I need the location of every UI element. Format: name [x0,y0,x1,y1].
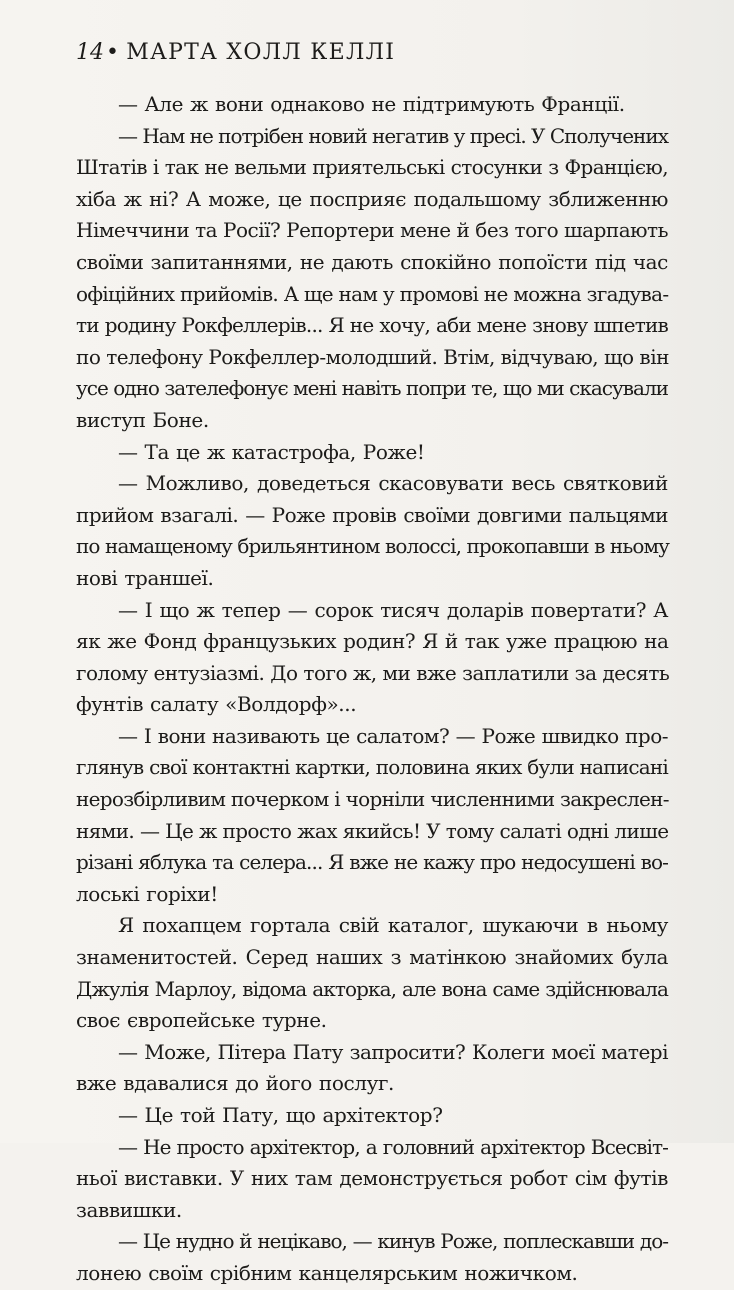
text-line: глянув свої контактні картки, половина яких були написані [76,755,668,780]
text-line: заввишки. [76,1197,182,1222]
text-line: ти родину Рокфеллерів... Я не хочу, аби мене знову шпетив [76,313,668,338]
text-line: нерозбірливим почерком і чорніли численними закреслен- [76,787,669,812]
text-line: Джулія Марлоу, відома акторка, але вона саме здійснювала [76,976,668,1001]
text-line: своє європейське турне. [76,1008,327,1033]
text-line: — Може, Пітера Пату запросити? Колеги моєї матері [118,1039,668,1064]
text-line: своїми запитаннями, не дають спокійно попоїсти під час [76,249,668,274]
text-line: різані яблука та селера... Я вже не кажу про недосушені во- [76,850,668,875]
text-line: офіційних прийомів. А ще нам у промові не можна згадува- [76,281,669,306]
text-line: вже вдавалися до його послуг. [76,1071,394,1096]
text-line: — Але ж вони однаково не підтримують Франції. [118,92,625,116]
text-line: ньої виставки. У них там демонструється робот сім футів [76,1166,668,1191]
text-line: Штатів і так не вельми приятельські стосунки з Францією, [76,155,668,180]
text-line: — І що ж тепер — сорок тисяч доларів повертати? А [118,597,668,622]
text-line: — Не просто архітектор, а головний архітектор Всесвіт- [118,1134,668,1159]
text-line: лоські горіхи! [76,881,218,906]
text-line: — Можливо, доведеться скасовувати весь святковий [118,471,668,496]
text-line: хіба ж ні? А може, це посприяє подальшому зближенню [76,186,668,211]
text-line: знаменитостей. Серед наших з матінкою знайомих була [76,945,668,970]
body-text [76,89,668,1290]
text-line: лонею своїм срібним канцелярським ножичком. [76,1260,578,1285]
text-line: — Це нудно й нецікаво, — кинув Роже, поплескавши до- [118,1229,668,1254]
page-number: 14 [76,40,104,65]
text-line: прийом взагалі. — Роже провів своїми довгими пальцями [76,502,668,527]
text-line: по телефону Рокфеллер-молодший. Втім, відчуваю, що він [76,344,669,369]
header-bullet: • [106,40,121,65]
text-line: нями. — Це ж просто жах якийсь! У тому салаті одні лише [76,818,669,843]
text-line: як же Фонд французьких родин? Я й так уже працюю на [76,629,669,654]
text-line: — Це той Пату, що архітектор? [118,1103,443,1127]
text-line: по намащеному брильянтином волоссі, прокопавши в ньому [76,534,670,559]
text-line: голому ентузіазмі. До того ж, ми вже заплатили за десять [76,660,670,685]
text-line: — Та це ж катастрофа, Роже! [118,439,425,464]
text-line: фунтів салату «Волдорф»... [76,692,357,717]
running-title: МАРТА ХОЛЛ КЕЛЛІ [126,40,396,65]
text-line: виступ Боне. [76,407,209,432]
text-line: нові траншеї. [76,565,214,590]
text-line: Я похапцем гортала свій каталог, шукаючи в ньому [118,913,668,938]
text-line: — Нам не потрібен новий негатив у пресі. У Сполучених [118,123,668,148]
text-line: Німеччини та Росії? Репортери мене й без того шарпають [76,218,668,243]
text-line: — І вони називають це салатом? — Роже швидко про- [118,723,668,748]
running-header [76,40,395,74]
text-line: усе одно зателефонує мені навіть попри те, що ми скасували [76,376,668,401]
